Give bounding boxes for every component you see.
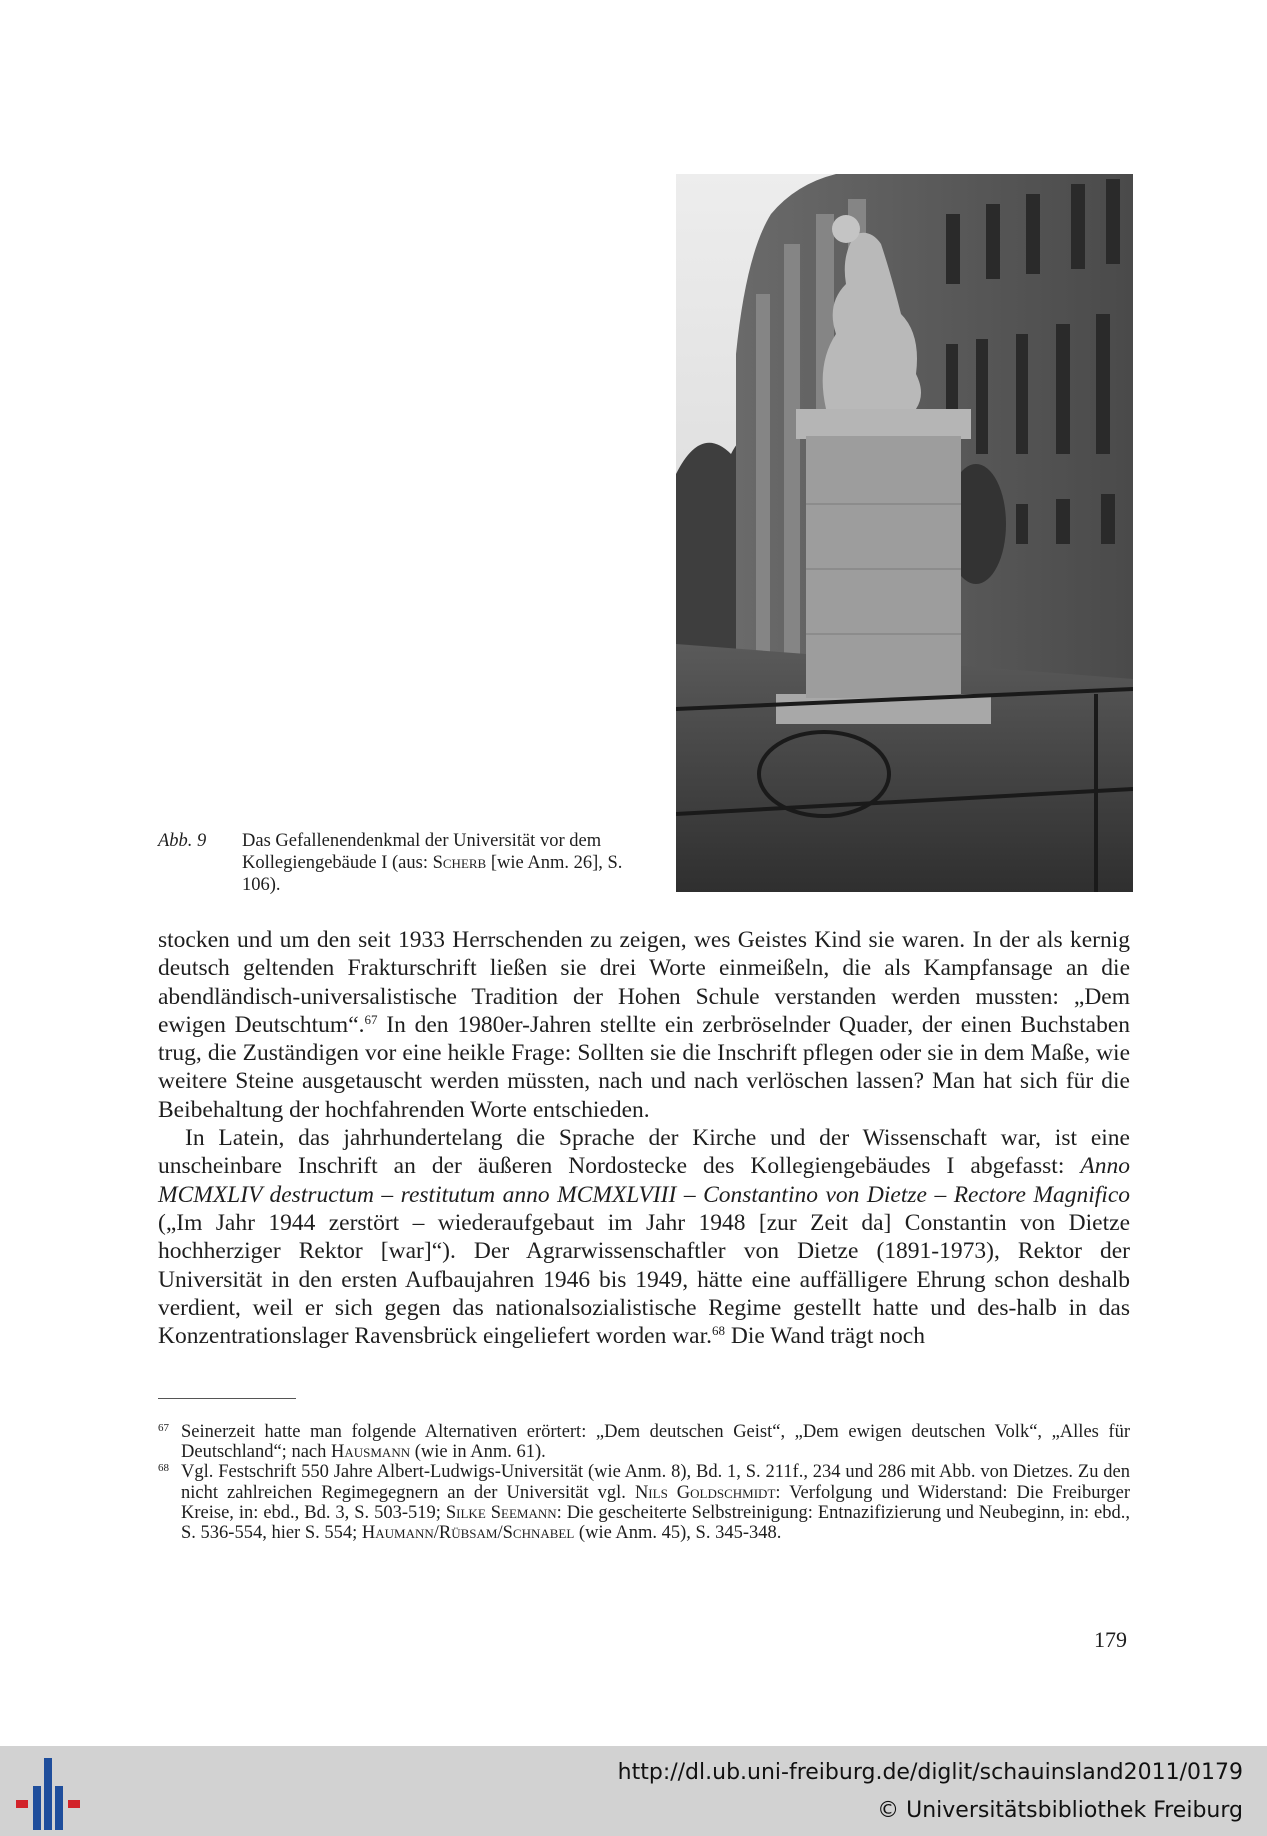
text-run: In Latein, das jahrhundertelang die Sprache der Kirche und der Wissenschaft war, ist eine unscheinbare Inschrift an der äußeren Nordostecke des Kollegiengebäudes I abgefasst: [158,1125,1130,1180]
footnote-68 [158,1462,1130,1543]
memorial-photo-image [676,174,1133,892]
footnote-text: (wie in Anm. 61). [410,1442,546,1463]
footnote-author: Silke Seemann [445,1502,557,1523]
ub-freiburg-logo-icon[interactable] [14,1758,84,1830]
page-number: 179 [1094,1627,1127,1652]
text-run: In den 1980er-Jahren stellte ein zerbröselnder Quader, der einen Buchstaben trug, die Zuständigen vor eine heikle Frage: Sollten sie die Inschrift pflegen oder sie in dem Maße, wie weitere Steine ausgetauscht werden müssten, nach und nach verlöschen lassen? Man hat sich für die Beibehaltung der hochfahrenden Worte entschieden. [158,1011,1130,1123]
footnote-text: Seinerzeit hatte man folgende Alternativen erörtert: „Dem deutschen Geist“, „Dem ewigen deutschen Volk“, „Alles für Deutschland“; nach [181,1422,1130,1463]
footnote-author: Nils Goldschmidt [634,1482,776,1503]
footnote-number: 68 [158,1462,169,1475]
text-run: stocken und um den seit 1933 Herrschenden zu zeigen, wes Geistes Kind sie waren. In der als kernig deutsch geltenden Frakturschrift ließen sie drei Worte einmeißeln, die als Kampfansage an die abendländisch-universalistische Tradition der Hohen Schule verstanden werden mussten: „Dem ewigen Deutschtum“. [158,927,1130,1038]
footnote-author: Hausmann [331,1442,411,1463]
main-text [158,926,1130,1350]
footnote-text: (wie Anm. 45), S. 345-348. [574,1523,782,1544]
footnote-text: : Die gescheiterte Selbstreinigung: Entnazifizierung und Neubeginn, in: ebd., S. 536-554, hier S. 554; [181,1502,1130,1544]
footnote-text: : Verfolgung und Widerstand: Die Freiburger Kreise, in: ebd., Bd. 3, S. 503-519; [181,1482,1130,1523]
footnote-67 [158,1422,1130,1462]
footnote-text: Vgl. Festschrift 550 Jahre Albert-Ludwigs-Universität (wie Anm. 8), Bd. 1, S. 211f., 234 und 286 mit Abb. von Dietzes. Zu den nicht zahlreichen Regimegegnern an der Universität vgl. [181,1462,1130,1503]
copyright-notice: © Universitätsbibliothek Freiburg [877,1798,1243,1823]
text-run: („Im Jahr 1944 zerstört – wiederaufgebaut im Jahr 1948 [zur Zeit da] Constantin von Dietze hochherziger Rektor [war]“). Der Agrarwissenschaftler von Dietze (1891-1973), Rektor der Universität in den ersten Aufbaujahren 1946 bis 1949, hätte eine auffälligere Ehrung schon deshalb verdient, weil er sich gegen das nationalsozialistische Regime gestellt hatte und des-halb in das Konzentrationslager Ravensbrück eingeliefert worden war. [158,1209,1130,1350]
document-url-link[interactable]: http://dl.ub.uni-freiburg.de/diglit/schauinsland2011/0179 [617,1760,1243,1785]
paragraph-1 [158,926,1130,1124]
caption-author: Scherb [432,853,487,873]
footnotes [158,1422,1130,1543]
memorial-photo [676,174,1133,892]
footnote-ref-67[interactable]: 67 [364,1011,378,1027]
footnote-ref-68[interactable]: 68 [712,1323,725,1339]
paragraph-2 [158,1124,1130,1350]
figure-label: Abb. 9 [158,831,207,851]
caption-part: [wie Anm. 26], S. 106). [242,853,623,895]
caption-part: Das Gefallenendenkmal der Universität vor dem Kollegiengebäude I (aus: [242,831,602,873]
latin-inscription: Anno MCMXLIV destructum – restitutum anno MCMXLVIII – Constantino von Dietze – Rectore Magnifico [158,1153,1130,1208]
footnote-number: 67 [158,1422,169,1434]
figure-caption-text [242,830,642,896]
footnote-author: Haumann/Rübsam/Schnabel [361,1523,575,1544]
text-run: Die Wand trägt noch [725,1323,925,1350]
footer-bar [0,1746,1267,1836]
footnote-separator [158,1398,296,1399]
